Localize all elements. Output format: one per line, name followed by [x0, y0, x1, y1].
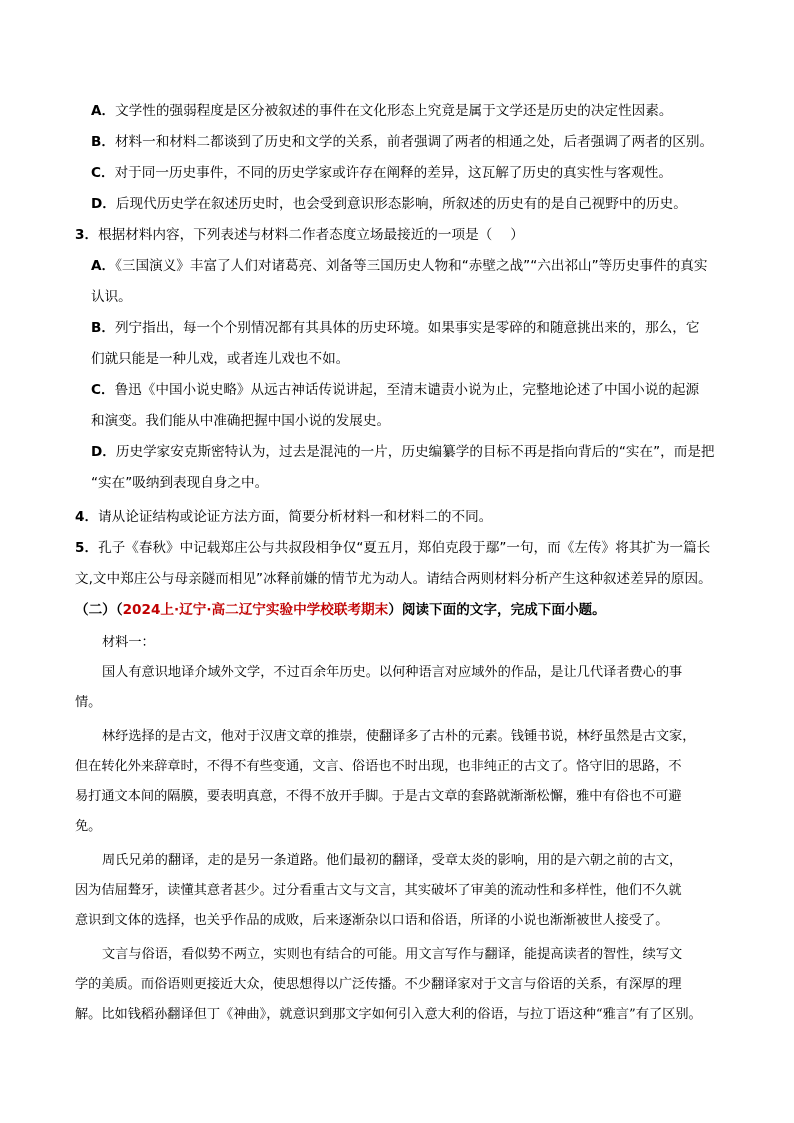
material-line: 意识到文体的选择，也关乎作品的成败，后来逐渐杂以口语和俗语，所译的小说也渐渐被世人接受了。: [75, 913, 669, 928]
option-label: C．: [91, 165, 115, 181]
option-text: 列宁指出，每一个个别情况都有其具体的历史环境。如果事实是零碎的和随意挑出来的，那么，它: [114, 320, 700, 336]
q3-option-b-cont: [91, 349, 349, 369]
material-line: 因为佶屈聱牙，读懂其意者甚少。过分看重古文与文言，其实破坏了审美的流动性和多样性，他们不久就: [75, 883, 682, 898]
q2-option-d: [91, 194, 687, 214]
section-heading: [75, 600, 606, 620]
option-text: 和演变。我们能从中准确把握中国小说的发展史。: [91, 413, 391, 429]
option-text: 鲁迅《中国小说史略》从远古神话传说讲起，至清末谴责小说为止，完整地论述了中国小说的起源: [114, 382, 700, 398]
q2-option-b: [91, 132, 713, 152]
material-line: 情。: [75, 695, 102, 710]
option-text: 后现代历史学在叙述历史时，也会受到意识形态影响，所叙述的历史有的是自己视野中的历史。: [115, 196, 687, 212]
option-label: D．: [91, 196, 116, 212]
question-number: 3．: [75, 227, 99, 243]
option-text: 对于同一历史事件，不同的历史学家或许存在阐释的差异，这瓦解了历史的真实性与客观性。: [114, 165, 672, 181]
option-label: C．: [91, 382, 115, 398]
section-instruction: ）阅读下面的文字，完成下面小题。: [388, 602, 606, 618]
material-line: 周氏兄弟的翻译，走的是另一条道路。他们最初的翻译，受章太炎的影响，用的是六朝之前的古文，: [102, 853, 683, 868]
material-line: 但在转化外来辞章时，不得不有些变通，文言、俗语也不时出现，也非纯正的古文了。恪守旧的思路，不: [75, 759, 682, 774]
q3-option-d-cont: [91, 473, 268, 493]
section-source: 2024上·辽宁·高二辽宁实验中学校联考期末: [122, 602, 389, 618]
material-line: 免。: [75, 819, 102, 834]
q3-option-d: [91, 442, 715, 462]
option-label: D．: [91, 444, 116, 460]
material-line: 易打通文本间的隔膜，要表明真意，不得不放开手脚。于是古文章的套路就渐渐松懈，雅中有俗也不可避: [75, 789, 682, 804]
option-text: 们就只能是一种儿戏，或者连儿戏也不如。: [91, 351, 350, 367]
option-text: 历史学家安克斯密特认为，过去是混沌的一片，历史编纂学的目标不再是指向背后的“实在”，而是把: [115, 444, 715, 460]
material-line: 学的美质。而俗语则更接近大众，使思想得以广泛传播。不少翻译家对于文言与俗语的关系，有深厚的理: [75, 977, 682, 992]
option-label: B．: [91, 134, 115, 150]
question-number: 4．: [75, 509, 99, 525]
section-prefix: （二）（: [75, 602, 123, 618]
q3-stem: [75, 225, 524, 245]
q3-option-c: [91, 380, 699, 400]
q3-option-c-cont: [91, 411, 390, 431]
option-text: 文学性的强弱程度是区分被叙述的事件在文化形态上究竟是属于文学还是历史的决定性因素。: [115, 103, 673, 119]
q2-option-c: [91, 163, 672, 183]
question-number: 5．: [75, 540, 99, 556]
q3-option-a: [91, 256, 707, 276]
option-text: 材料一和材料二都谈到了历史和文学的关系，前者强调了两者的相通之处，后者强调了两者的区别。: [114, 134, 714, 150]
material-line: 解。比如钱稻孙翻译但丁《神曲》，就意识到那文字如何引入意大利的俗语，与拉丁语这种“雅言”有了区别。: [75, 1007, 702, 1022]
material-line: 文言与俗语，看似势不两立，实则也有结合的可能。用文言写作与翻译，能提高读者的智性，续写文: [102, 947, 683, 962]
option-text: “实在”吸纳到表现自身之中。: [91, 475, 269, 491]
q2-option-a: [91, 101, 672, 121]
q5-stem: [75, 538, 710, 558]
option-label: A．: [91, 103, 116, 119]
question-text: 文,文中郑庄公与母亲隧而相见”冰释前嫌的情节尤为动人。请结合两则材料分析产生这种叙述差异的原因。: [75, 571, 712, 587]
material-heading: 材料一：: [102, 635, 155, 650]
material-line: 林纾选择的是古文，他对于汉唐文章的推崇，使翻译多了古朴的元素。钱锺书说，林纾虽然是古文家，: [102, 729, 696, 744]
option-label: A．: [91, 258, 116, 274]
material-line: 国人有意识地译介域外文学，不过百余年历史。以何种语言对应域外的作品，是让几代译者费心的事: [102, 665, 683, 680]
question-text: 根据材料内容，下列表述与材料二作者态度立场最接近的一项是（ ）: [98, 227, 524, 243]
option-text: 认识。: [91, 289, 132, 305]
q3-option-b: [91, 318, 700, 338]
q5-stem-cont: [75, 569, 712, 589]
question-text: 请从论证结构或论证方法方面，简要分析材料一和材料二的不同。: [98, 509, 493, 525]
q3-option-a-cont: [91, 287, 132, 307]
option-label: B．: [91, 320, 115, 336]
question-text: 孔子《春秋》中记载郑庄公与共叔段相争仅“夏五月，郑伯克段于鄢”一句，而《左传》将其扩为一篇长: [98, 540, 711, 556]
q4-stem: [75, 507, 492, 527]
option-text: 《三国演义》丰富了人们对诸葛亮、刘备等三国历史人物和“赤壁之战”“六出祁山”等历史事件的真实: [115, 258, 708, 274]
